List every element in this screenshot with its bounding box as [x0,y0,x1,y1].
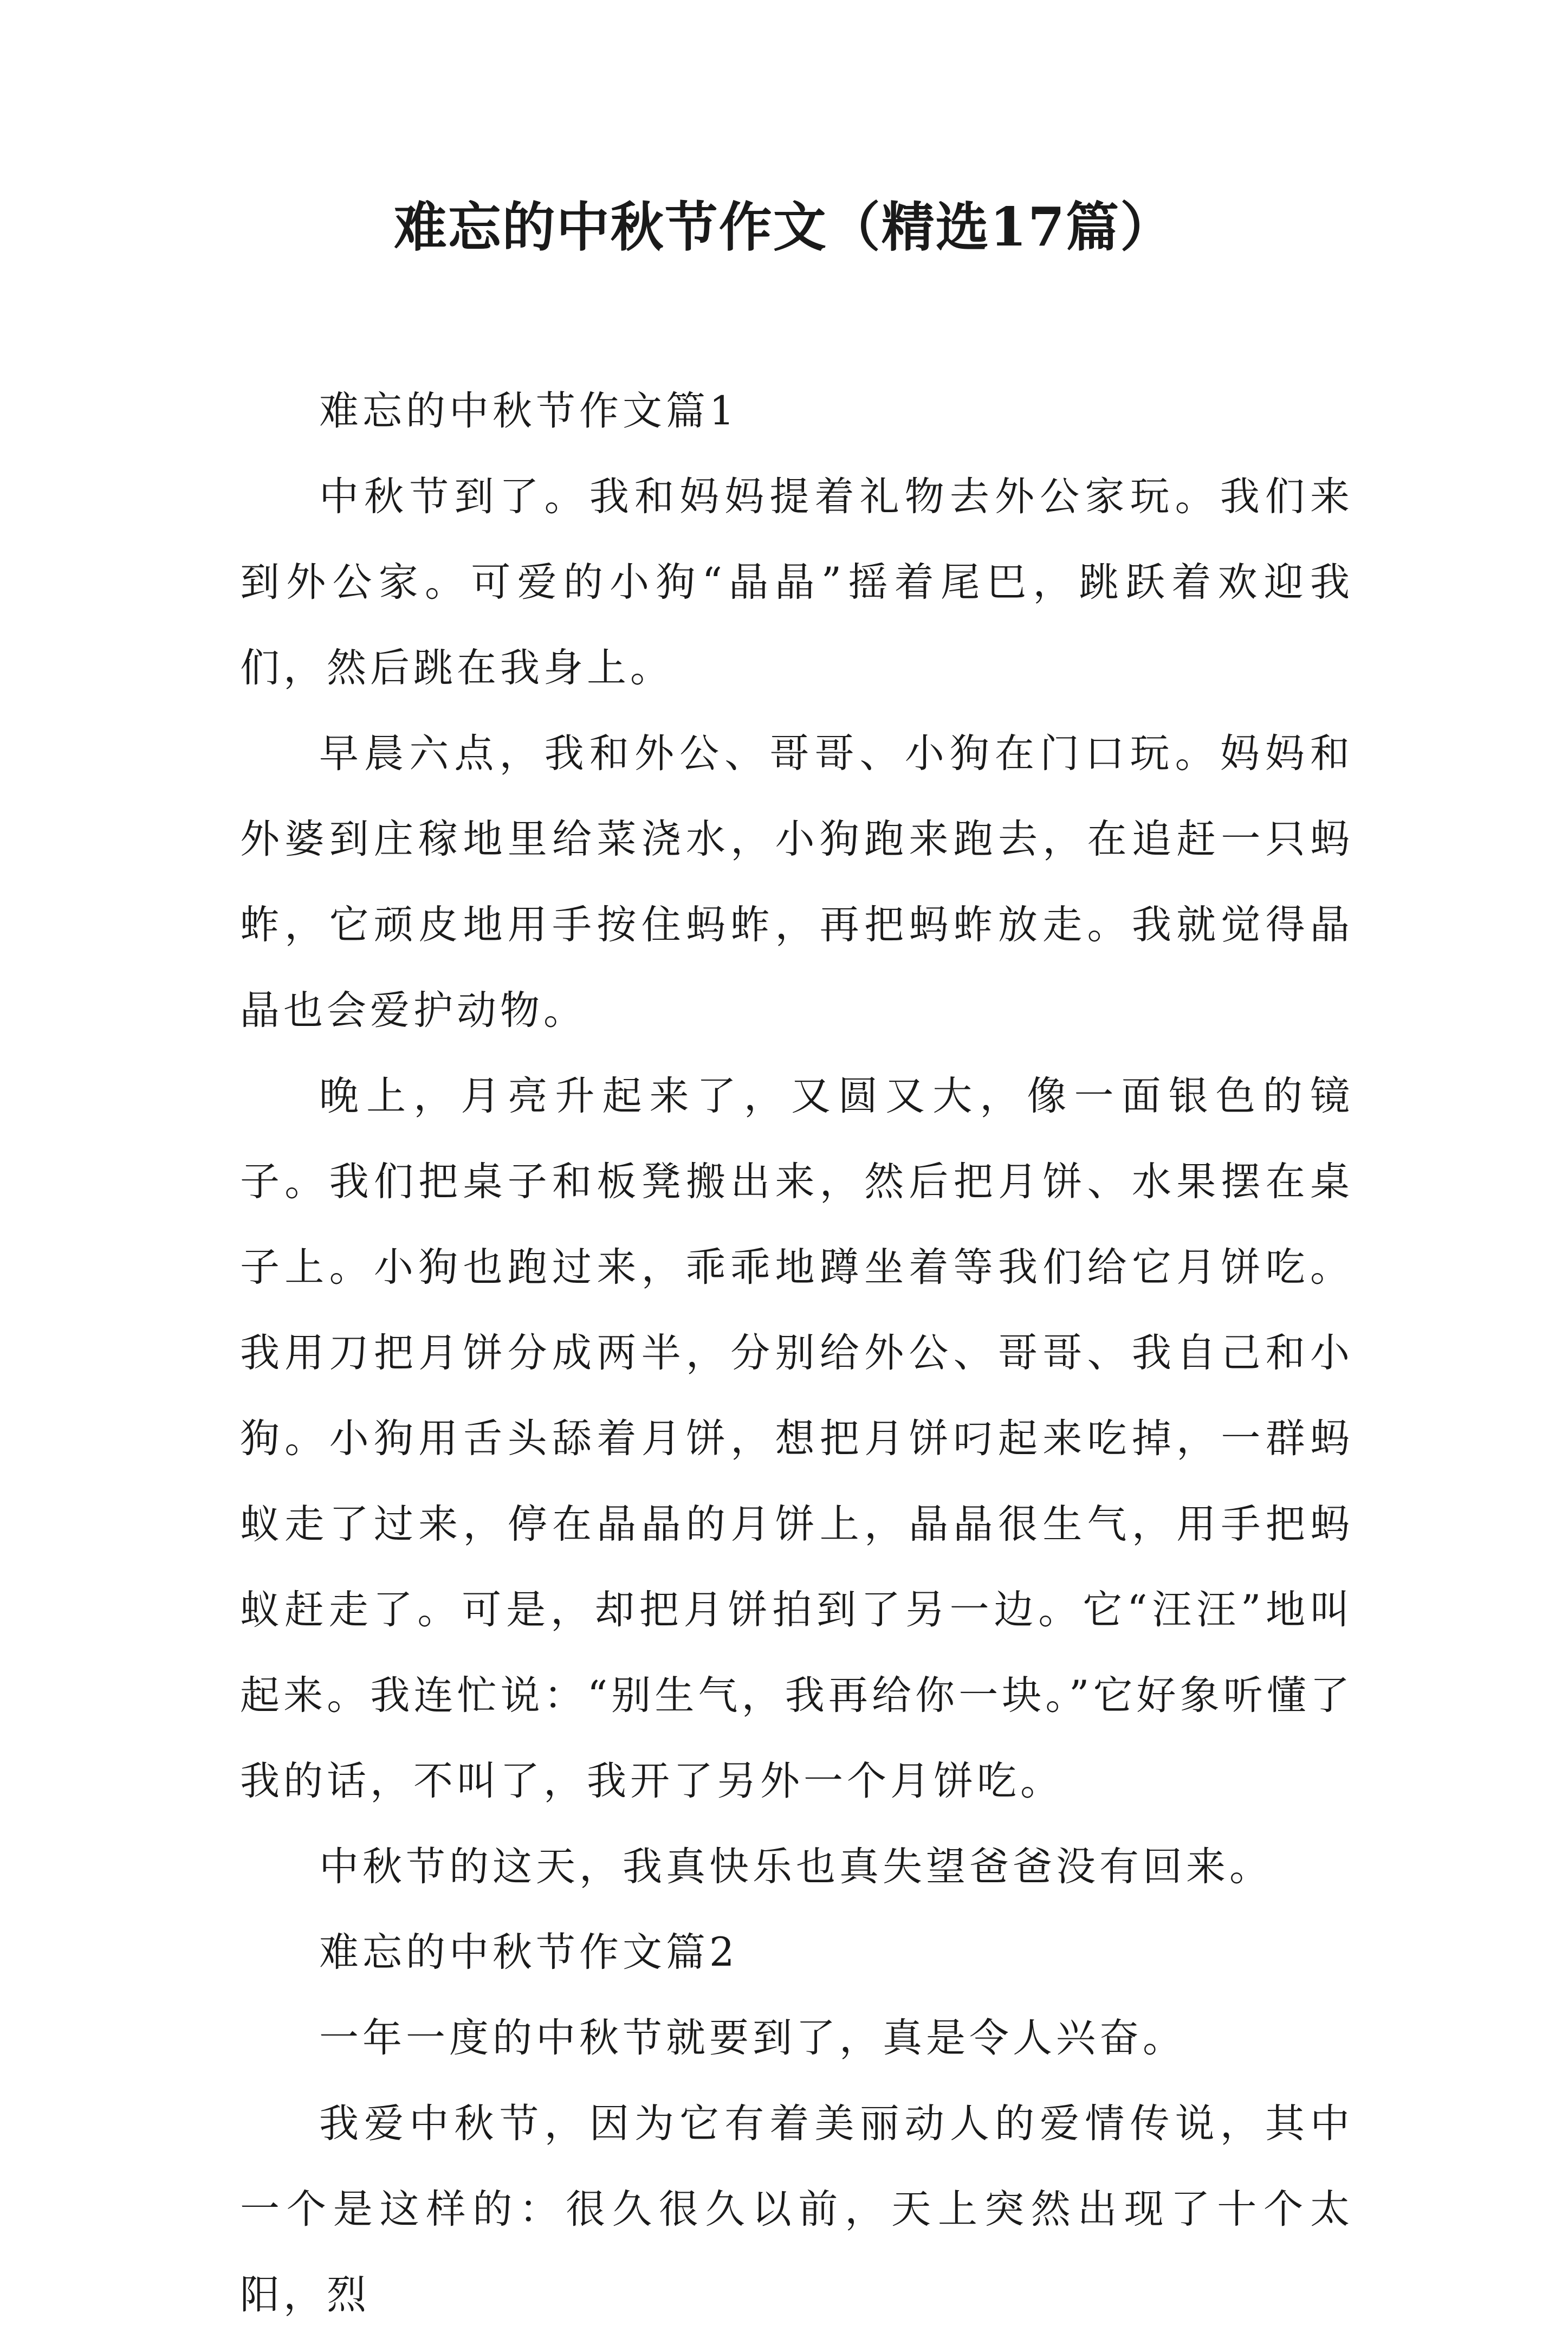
paragraph: 中秋节到了。我和妈妈提着礼物去外公家玩。我们来到外公家。可爱的小狗“晶晶”摇着尾巴，跳跃着欢迎我们，然后跳在我身上。 [240,474,1353,691]
paragraph: 晚上，月亮升起来了，又圆又大，像一面银色的镜子。我们把桌子和板凳搬出来，然后把月饼、水果摆在桌子上。小狗也跑过来，乖乖地蹲坐着等我们给它月饼吃。我用刀把月饼分成两半，分别给外公、哥哥、我自己和小狗。小狗用舌头舔着月饼，想把月饼叼起来吃掉，一群蚂蚁走了过来，停在晶晶的月饼上，晶晶很生气，用手把蚂蚁赶走了。可是，却把月饼拍到了另一边。它“汪汪”地叫起来。我连忙说：“别生气，我再给你一块。”它好象听懂了我的话，不叫了，我开了另外一个月饼吃。 [240,1073,1353,1804]
document-title: 难忘的中秋节作文（精选17篇） [393,196,1175,259]
paragraph: 我爱中秋节，因为它有着美丽动人的爱情传说，其中一个是这样的：很久很久以前，天上突然出现了十个太阳，烈 [240,2101,1353,2318]
paragraph: 中秋节的这天，我真快乐也真失望爸爸没有回来。 [319,1844,1273,1890]
paragraph: 一年一度的中秋节就要到了，真是令人兴奋。 [319,2015,1186,2061]
section-heading-2: 难忘的中秋节作文篇2 [319,1929,738,1975]
document-body [240,369,1353,2338]
paragraph: 早晨六点，我和外公、哥哥、小狗在门口玩。妈妈和外婆到庄稼地里给菜浇水，小狗跑来跑去，在追赶一只蚂蚱，它顽皮地用手按住蚂蚱，再把蚂蚱放走。我就觉得晶晶也会爱护动物。 [240,731,1353,1034]
section-heading-1: 难忘的中秋节作文篇1 [319,388,738,434]
